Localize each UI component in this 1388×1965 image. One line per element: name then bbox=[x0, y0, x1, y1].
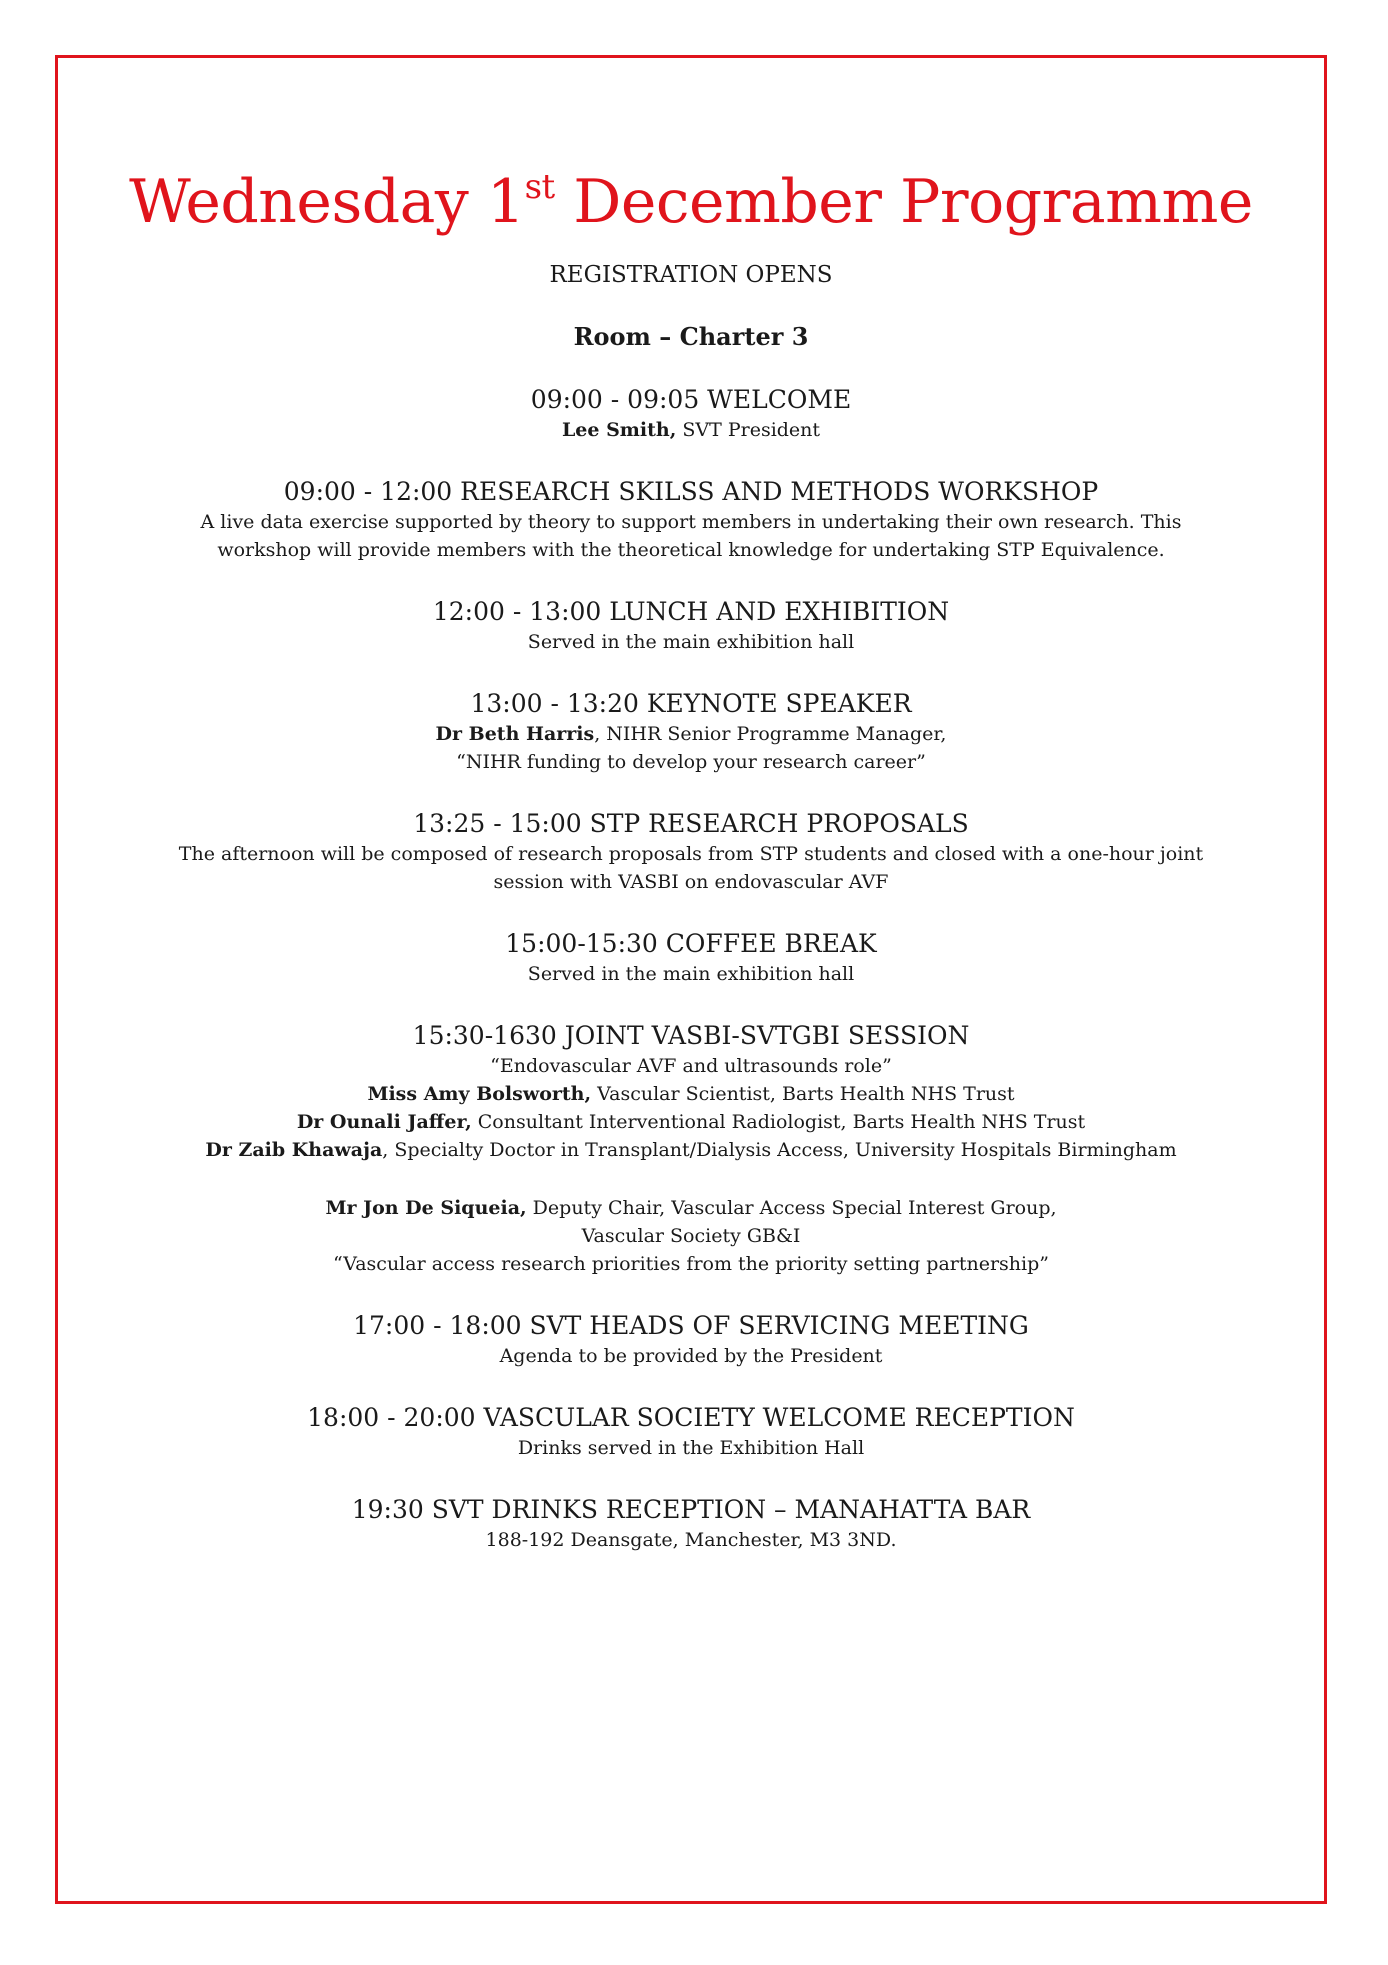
session-line bbox=[58, 1250, 1324, 1278]
line-text: The afternoon will be composed of research proposals from STP students and closed with a one-hour joint bbox=[178, 843, 1204, 865]
session-line bbox=[58, 1342, 1324, 1370]
session-heading: 15:00-15:30 COFFEE BREAK bbox=[505, 929, 877, 958]
session-heading: 19:30 SVT DRINKS RECEPTION – MANAHATTA BAR bbox=[351, 1495, 1031, 1524]
line-text: Consultant Interventional Radiologist, Barts Health NHS Trust bbox=[471, 1111, 1086, 1133]
line-text: “Vascular access research priorities from the priority setting partnership” bbox=[333, 1253, 1049, 1275]
session-heading: 18:00 - 20:00 VASCULAR SOCIETY WELCOME RECEPTION bbox=[307, 1403, 1075, 1432]
session-line bbox=[58, 1434, 1324, 1462]
session-heading: 17:00 - 18:00 SVT HEADS OF SERVICING MEETING bbox=[353, 1311, 1029, 1340]
session-line bbox=[58, 1052, 1324, 1080]
session-line bbox=[58, 1108, 1324, 1136]
session-line bbox=[58, 1136, 1324, 1164]
session-heading: 09:00 - 09:05 WELCOME bbox=[530, 385, 852, 414]
speaker-name: Lee Smith, bbox=[561, 419, 677, 441]
line-text: workshop will provide members with the theoretical knowledge for undertaking STP Equivalence. bbox=[217, 539, 1165, 561]
line-text: “Endovascular AVF and ultrasounds role” bbox=[490, 1055, 892, 1077]
line-text: Deputy Chair, Vascular Access Special Interest Group, bbox=[526, 1197, 1057, 1219]
session-line bbox=[58, 960, 1324, 988]
session-line bbox=[58, 868, 1324, 896]
registration-notice: REGISTRATION OPENS bbox=[549, 262, 833, 288]
line-text: Served in the main exhibition hall bbox=[527, 963, 855, 985]
speaker-name: Dr Beth Harris bbox=[435, 723, 595, 745]
session-block bbox=[58, 1310, 1324, 1370]
line-text: Agenda to be provided by the President bbox=[499, 1345, 883, 1367]
session-heading: 13:00 - 13:20 KEYNOTE SPEAKER bbox=[470, 689, 912, 718]
session-line bbox=[58, 840, 1324, 868]
page-title bbox=[58, 164, 1324, 240]
session-line bbox=[58, 1080, 1324, 1108]
programme-content bbox=[58, 58, 1324, 1554]
line-text: “NIHR funding to develop your research career” bbox=[456, 751, 926, 773]
session-line bbox=[58, 720, 1324, 748]
session-block bbox=[58, 596, 1324, 656]
session-line bbox=[58, 1194, 1324, 1222]
room-label: Room – Charter 3 bbox=[573, 322, 809, 351]
line-text: SVT President bbox=[676, 419, 821, 441]
session-line bbox=[58, 748, 1324, 776]
line-spacer bbox=[58, 1164, 1324, 1194]
session-line bbox=[58, 416, 1324, 444]
session-block bbox=[58, 476, 1324, 564]
line-text: Vascular Society GB&I bbox=[581, 1225, 801, 1247]
session-block bbox=[58, 688, 1324, 776]
line-text: A live data exercise supported by theory to support members in undertaking their own research. This bbox=[200, 511, 1182, 533]
session-line bbox=[58, 508, 1324, 536]
speaker-name: Dr Ounali Jaffer, bbox=[296, 1111, 472, 1133]
session-heading: 13:25 - 15:00 STP RESEARCH PROPOSALS bbox=[413, 809, 969, 838]
session-line bbox=[58, 1222, 1324, 1250]
line-text: Vascular Scientist, Barts Health NHS Trust bbox=[591, 1083, 1015, 1105]
title-suffix: December Programme bbox=[554, 167, 1253, 237]
session-list bbox=[58, 384, 1324, 1554]
session-line bbox=[58, 628, 1324, 656]
session-block bbox=[58, 808, 1324, 896]
title-superscript: st bbox=[524, 167, 555, 207]
session-heading: 09:00 - 12:00 RESEARCH SKILSS AND METHODS WORKSHOP bbox=[283, 477, 1099, 506]
line-text: session with VASBI on endovascular AVF bbox=[493, 871, 889, 893]
session-block bbox=[58, 384, 1324, 444]
line-text: Drinks served in the Exhibition Hall bbox=[517, 1437, 865, 1459]
line-text: Served in the main exhibition hall bbox=[527, 631, 855, 653]
line-text: 188-192 Deansgate, Manchester, M3 3ND. bbox=[485, 1529, 897, 1551]
session-block bbox=[58, 1494, 1324, 1554]
session-line bbox=[58, 536, 1324, 564]
session-block bbox=[58, 928, 1324, 988]
line-text: , NIHR Senior Programme Manager, bbox=[594, 723, 947, 745]
line-text: , Specialty Doctor in Transplant/Dialysis Access, University Hospitals Birmingham bbox=[382, 1139, 1177, 1161]
title-prefix: Wednesday 1 bbox=[129, 167, 525, 237]
speaker-name: Dr Zaib Khawaja bbox=[205, 1139, 383, 1161]
session-heading: 12:00 - 13:00 LUNCH AND EXHIBITION bbox=[432, 597, 950, 626]
session-block bbox=[58, 1020, 1324, 1278]
speaker-name: Miss Amy Bolsworth, bbox=[367, 1083, 592, 1105]
speaker-name: Mr Jon De Siqueia, bbox=[325, 1197, 527, 1219]
session-heading: 15:30-1630 JOINT VASBI-SVTGBI SESSION bbox=[412, 1021, 970, 1050]
session-line bbox=[58, 1526, 1324, 1554]
session-block bbox=[58, 1402, 1324, 1462]
